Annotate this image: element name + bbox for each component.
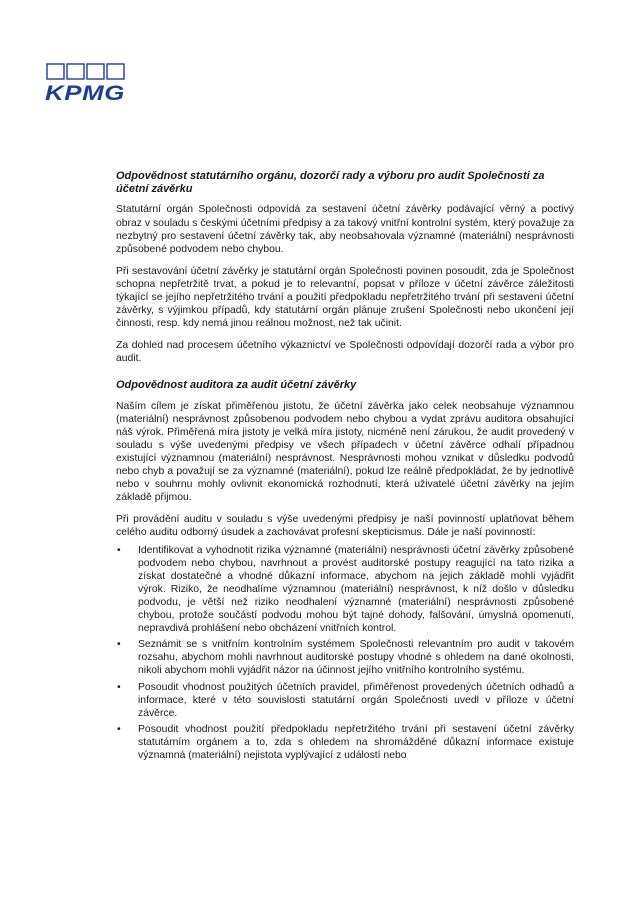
list-item <box>116 638 574 677</box>
duties-list <box>116 544 574 763</box>
list-item-text: Posoudit vhodnost použitých účetních pravidel, přiměřenost provedených účetních odhadů a informace, které v této souvislosti statutární orgán Společnosti uvedl v příloze v účetní závěrce. <box>138 681 574 719</box>
bullet-icon: • <box>117 544 121 556</box>
list-item <box>116 544 574 636</box>
paragraph: Statutární orgán Společnosti odpovídá za sestavení účetní závěrky podávající věrný a poctivý obraz v souladu s českými účetními předpisy a za takový vnitřní kontrolní systém, který považuje za nezbytný pro sestavení účetní závěrky tak, aby neobsahovala významné (materiální) nesprávnosti způsobené podvodem nebo chybou. <box>116 204 574 255</box>
paragraph: Při provádění auditu v souladu s výše uvedenými předpisy je naší povinností uplatňovat během celého auditu odborný úsudek a zachovávat profesní skepticismus. Dále je naší povinností: <box>116 514 574 539</box>
section-heading: Odpovědnost statutárního orgánu, dozorčí rady a výboru pro audit Společnosti za účetní závěrku <box>116 170 545 196</box>
list-item-text: Identifikovat a vyhodnotit rizika významné (materiální) nesprávnosti účetní závěrky způsobené podvodem nebo chybou, navrhnout a provést auditorské postupy reagující na tato rizika a získat dostatečné a vhodné důkazní informace, abychom na jejich základě mohli vyjádřit výrok. Riziko, že neodhalíme významnou (materiální) nesprávnost, k níž došlo v důsledku podvodu, je větší než riziko neodhalení významné (materiální) nesprávnosti způsobené chybou, protože součástí podvodu mohou být tajné dohody, falšování, úmyslná opomenutí, nepravdivá prohlášení nebo obcházení vnitřních kontrol. <box>138 544 574 635</box>
list-item-text: Seznámit se s vnitřním kontrolním systémem Společnosti relevantním pro audit v takovém rozsahu, abychom mohli navrhnout auditorské postupy vhodné s ohledem na dané okolnosti, nikoli abychom mohli vyjádřit názor na účinnost jejího vnitřního kontrolního systému. <box>138 639 574 677</box>
section-statutory-responsibility <box>116 170 574 365</box>
section-heading: Odpovědnost auditora za audit účetní závěrky <box>116 379 357 392</box>
document-body <box>116 170 574 765</box>
list-item <box>116 723 574 762</box>
list-item-text: Posoudit vhodnost použití předpokladu nepřetržitého trvání při sestavení účetní závěrky statutárním orgánem a to, zda s ohledem na shromážděné důkazní informace existuje významná (materiální) nejistota vyplývající z událostí nebo <box>138 723 574 761</box>
bullet-icon: • <box>117 639 121 651</box>
paragraph: Za dohled nad procesem účetního výkaznictví ve Společnosti odpovídají dozorčí rada a výbor pro audit. <box>116 340 574 365</box>
paragraph: Naším cílem je získat přiměřenou jistotu, že účetní závěrka jako celek neobsahuje významnou (materiální) nesprávnost způsobenou podvodem nebo chybou a vydat zprávu auditora obsahující náš výrok. Přiměřená míra jistoty je velká míra jistoty, nicméně není zárukou, že audit provedený v souladu s výše uvedenými předpisy ve všech případech v účetní závěrce odhalí případnou existující významnou (materiální) nesprávnost. Nesprávnosti mohou vznikat v důsledku podvodů nebo chyb a považují se za významné (materiální), pokud lze reálně předpokládat, že by jednotlivě nebo v souhrnu mohly ovlivnit ekonomická rozhodnutí, která uživatelé účetní závěrky na jejím základě přijmou. <box>116 400 574 504</box>
kpmg-logo <box>44 62 128 102</box>
list-item <box>116 681 574 720</box>
kpmg-logo-text: KPMG <box>45 82 125 102</box>
bullet-icon: • <box>117 681 121 693</box>
paragraph: Při sestavování účetní závěrky je statutární orgán Společnosti povinen posoudit, zda je Společnost schopna nepřetržitě trvat, a pokud je to relevantní, popsat v příloze v účetní závěrce záležitosti týkající se jejího nepřetržitého trvání a použití předpokladu nepřetržitého trvání při sestavení účetní závěrky, s výjimkou případů, kdy statutární orgán plánuje zrušení Společnosti nebo ukončení její činnosti, resp. kdy nemá jinou reálnou možnost, než tak učinit. <box>116 265 574 330</box>
bullet-icon: • <box>117 723 121 735</box>
section-auditor-responsibility <box>116 379 574 762</box>
